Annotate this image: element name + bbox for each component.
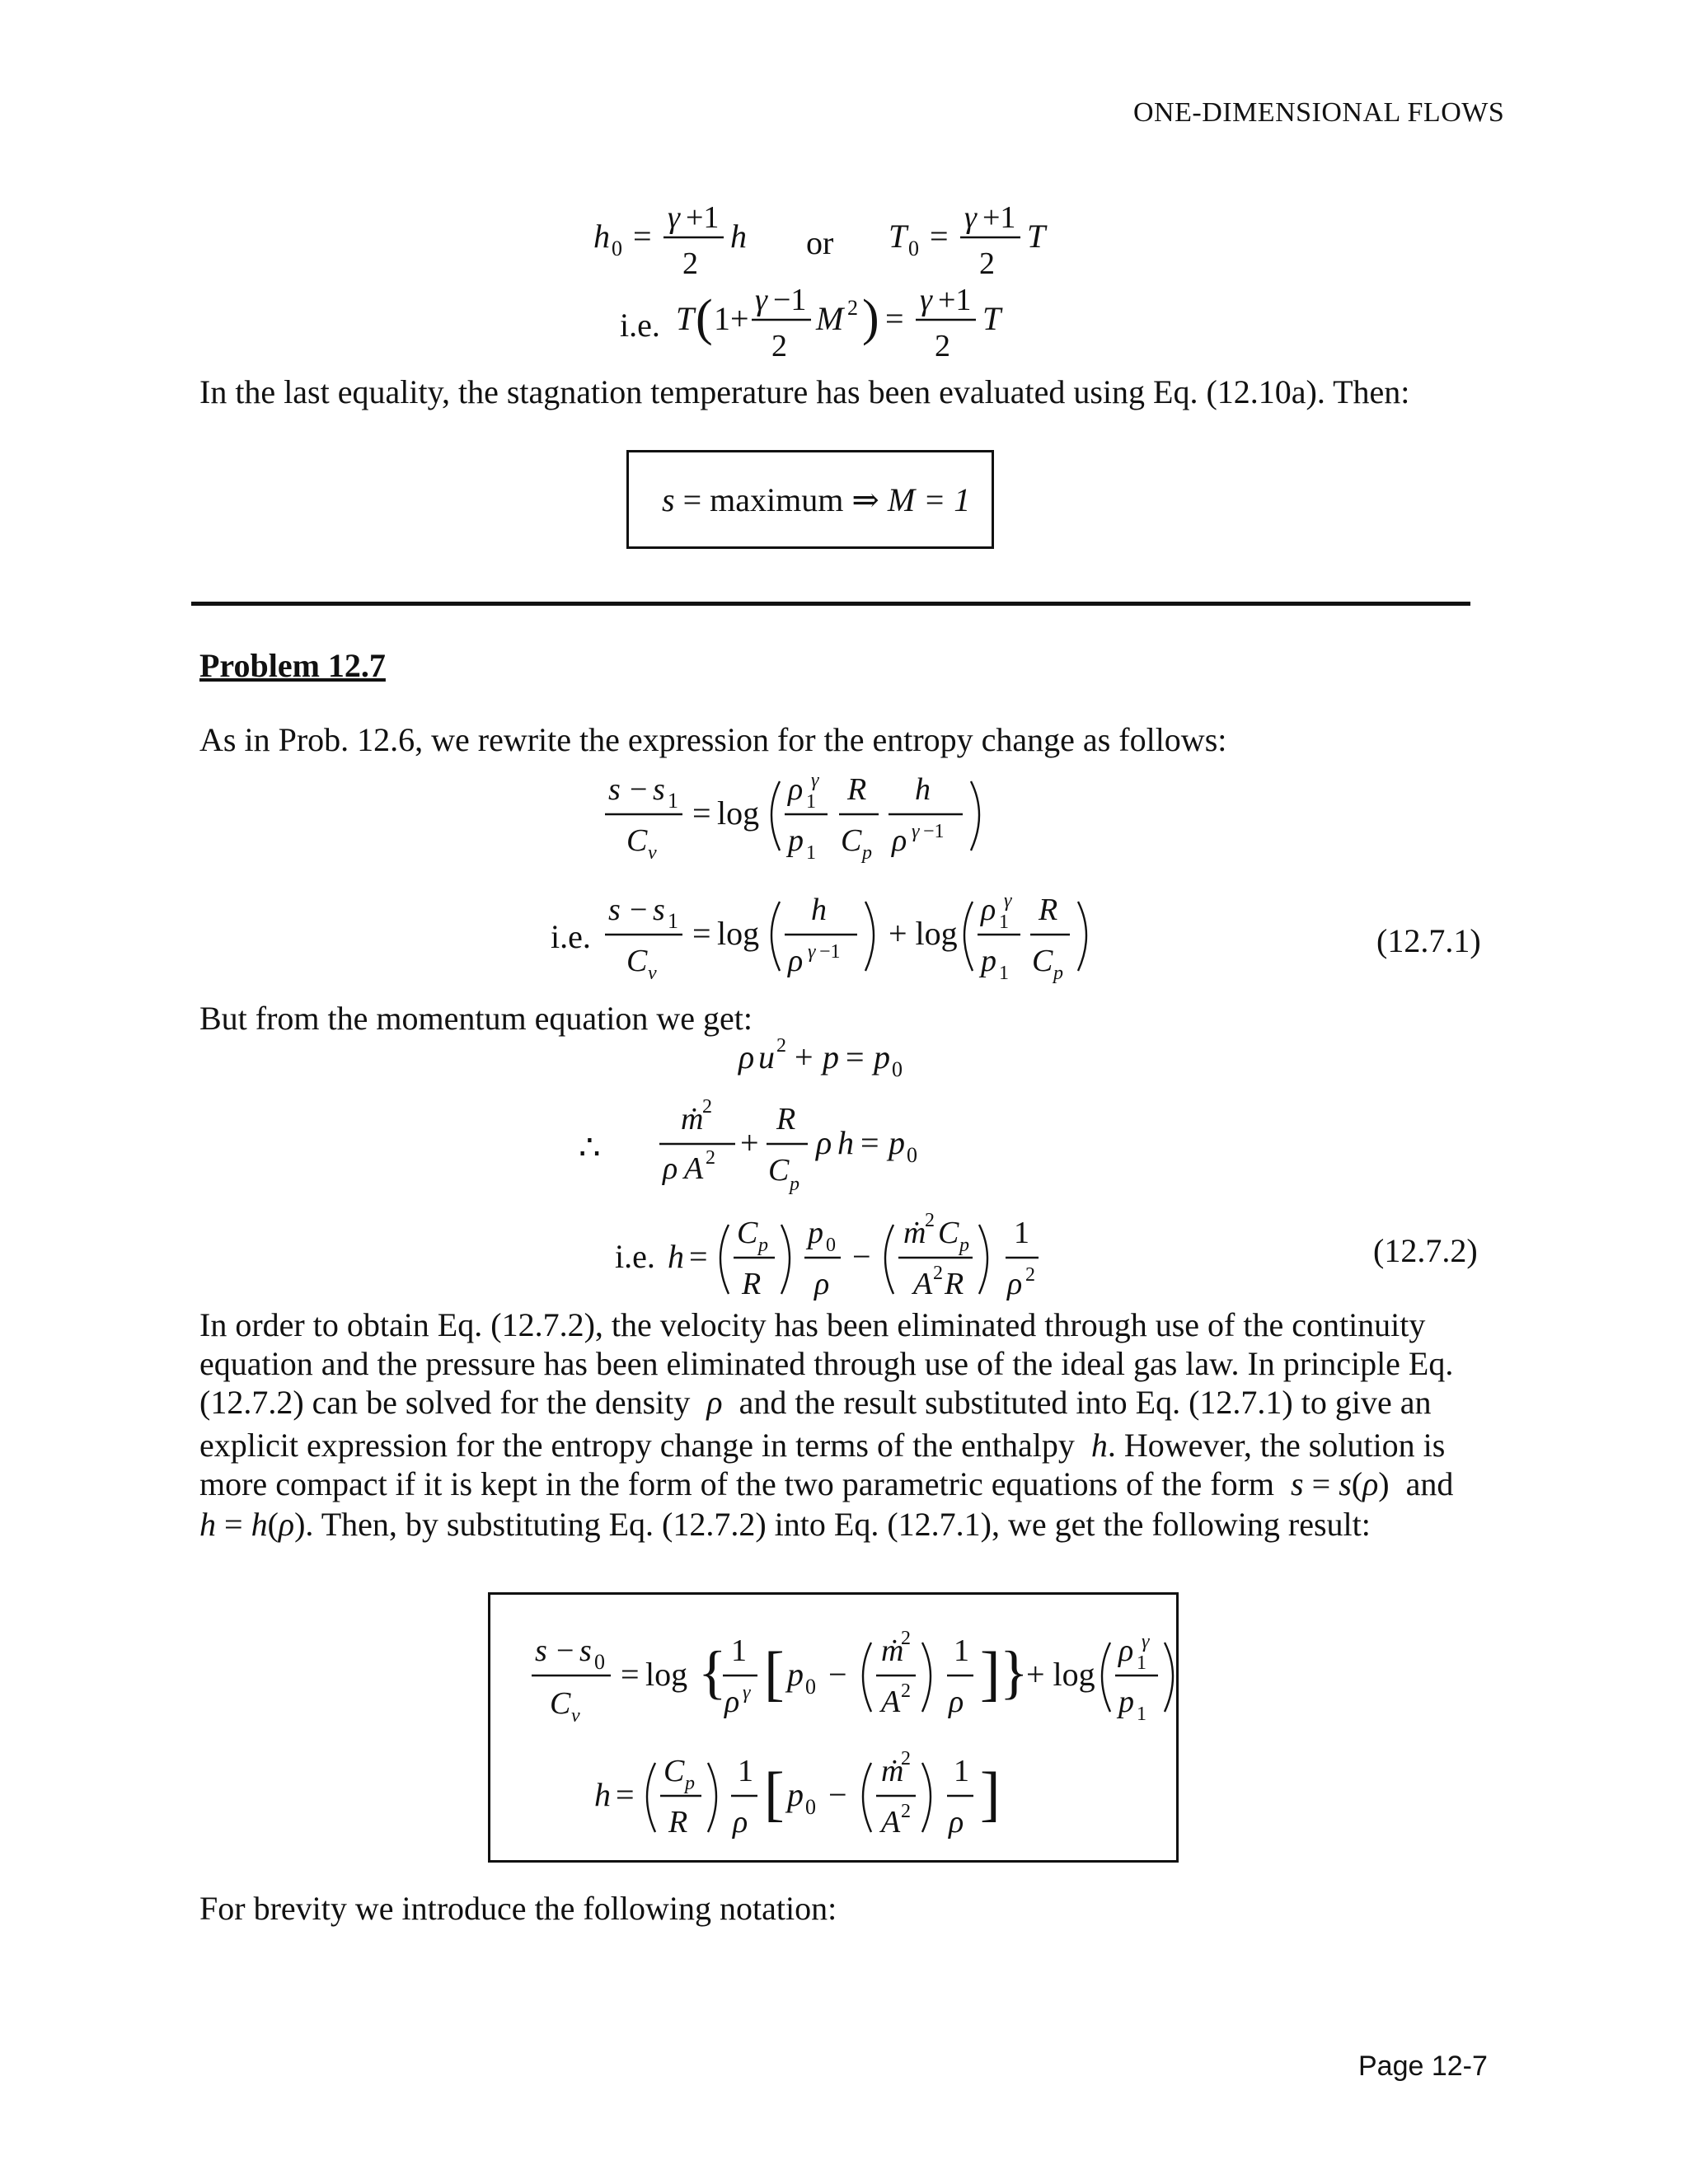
svg-text:γ: γ	[808, 941, 816, 963]
equation-number-12-7-2: (12.7.2)	[1373, 1232, 1478, 1269]
svg-text:=: =	[885, 300, 904, 337]
svg-text:p: p	[959, 1235, 969, 1256]
svg-text:C: C	[737, 1216, 758, 1250]
svg-text:log: log	[717, 794, 760, 832]
svg-text:1: 1	[999, 912, 1009, 933]
svg-text:}: }	[1000, 1639, 1029, 1705]
svg-text:=: =	[633, 218, 652, 255]
explanation-line-3b: and the result substituted into Eq. (12.7.1) to give an	[738, 1384, 1432, 1421]
momentum-text: But from the momentum equation we get:	[199, 1000, 753, 1037]
running-header: ONE-DIMENSIONAL FLOWS	[1133, 97, 1505, 128]
svg-text:p: p	[787, 1776, 804, 1813]
svg-text:+: +	[740, 1124, 759, 1161]
svg-text:i.e.: i.e.	[615, 1238, 655, 1275]
explanation-line-3: (12.7.2) can be solved for the density ρ and the result substituted into Eq. (12.7.1) to give an	[199, 1384, 1432, 1421]
equals-sign: =	[682, 481, 702, 518]
svg-text:γ: γ	[964, 200, 977, 235]
svg-text:+ log: + log	[889, 915, 958, 952]
svg-text:1: 1	[954, 1633, 969, 1668]
svg-text:ρ: ρ	[892, 823, 907, 858]
maximum-word: maximum	[710, 481, 844, 518]
svg-text:0: 0	[907, 1143, 917, 1167]
svg-text:1: 1	[1137, 1704, 1146, 1725]
svg-text:−: −	[828, 1656, 847, 1693]
svg-text:): )	[862, 290, 879, 346]
stagnation-enthalpy-equation	[577, 198, 1104, 288]
svg-text:]: ]	[980, 1760, 1001, 1828]
svg-text:[: [	[764, 1760, 785, 1828]
svg-text:1: 1	[999, 963, 1009, 984]
svg-text:h: h	[594, 1776, 611, 1813]
svg-text:p: p	[862, 842, 872, 864]
svg-text:0: 0	[594, 1650, 605, 1674]
section-divider	[191, 602, 1470, 606]
svg-text:γ: γ	[743, 1682, 751, 1704]
svg-text:2: 2	[925, 1210, 935, 1231]
svg-text:γ: γ	[912, 821, 920, 842]
svg-text:0: 0	[805, 1675, 816, 1699]
svg-text:p: p	[788, 823, 804, 858]
svg-text:ρ: ρ	[724, 1685, 740, 1719]
svg-text:h: h	[593, 218, 610, 255]
svg-text:v: v	[648, 842, 657, 864]
svg-text:[: [	[764, 1640, 785, 1708]
svg-text:C: C	[841, 823, 862, 858]
explanation-line-6: h = h(ρ). Then, by substituting Eq. (12.7.2) into Eq. (12.7.1), we get the following result:	[199, 1506, 1371, 1543]
svg-text:2: 2	[901, 1801, 911, 1822]
svg-text:s: s	[579, 1633, 592, 1668]
therefore-symbol: ∴	[579, 1129, 601, 1167]
svg-text:=: =	[860, 1124, 879, 1161]
explanation-line-1: In order to obtain Eq. (12.7.2), the velocity has been eliminated through use of the continuity	[199, 1306, 1426, 1343]
svg-text:{: {	[698, 1639, 727, 1705]
momentum-equation	[734, 1030, 948, 1088]
svg-text:T: T	[982, 300, 1001, 337]
explanation-line-4b: . However, the solution is	[1107, 1427, 1446, 1464]
svg-text:s: s	[653, 893, 665, 927]
mass-flow-momentum-equation	[656, 1088, 936, 1203]
svg-text:0: 0	[826, 1235, 836, 1256]
svg-text:p: p	[1118, 1685, 1134, 1719]
svg-text:v: v	[571, 1705, 580, 1727]
entropy-symbol: s	[662, 481, 675, 518]
svg-text:−: −	[852, 1238, 871, 1275]
enthalpy-density-equation	[613, 1202, 1075, 1309]
svg-text:p: p	[787, 1656, 804, 1693]
svg-text:C: C	[626, 823, 648, 858]
temperature-mach-equation	[674, 280, 1070, 371]
svg-text:p: p	[1053, 963, 1063, 984]
svg-text:−1: −1	[773, 283, 807, 317]
svg-text:=: =	[692, 794, 711, 832]
svg-text:ρ: ρ	[949, 1685, 964, 1719]
svg-text:ρ: ρ	[663, 1151, 678, 1186]
problem-title: Problem 12.7	[199, 647, 386, 684]
mach-one: M = 1	[887, 481, 971, 518]
svg-text:s: s	[535, 1633, 547, 1668]
svg-text:−: −	[828, 1776, 847, 1813]
svg-text:2: 2	[847, 296, 858, 320]
svg-text:+ log: + log	[1026, 1656, 1095, 1693]
last-equality-text: In the last equality, the stagnation temperature has been evaluated using Eq. (12.10a). Then:	[199, 373, 1410, 410]
svg-text:ρ: ρ	[1118, 1633, 1134, 1668]
svg-text:s: s	[653, 772, 665, 807]
svg-text:ṁ: ṁ	[881, 1754, 904, 1788]
explanation-line-6a: . Then, by substituting Eq. (12.7.2) into Eq. (12.7.1), we get the following result:	[305, 1506, 1371, 1543]
explanation-line-5: more compact if it is kept in the form of the two parametric equations of the form s = s(ρ) and	[199, 1465, 1454, 1502]
svg-text:p: p	[790, 1174, 799, 1195]
svg-text:v: v	[648, 963, 657, 984]
max-entropy-box	[626, 450, 994, 549]
svg-text:ρ: ρ	[1007, 1267, 1023, 1301]
svg-text:2: 2	[1025, 1264, 1035, 1286]
svg-text:R: R	[847, 772, 867, 807]
ie-label-2: i.e.	[551, 918, 591, 955]
entropy-split-equation	[600, 879, 1095, 986]
svg-text:−: −	[556, 1633, 574, 1668]
svg-text:2: 2	[706, 1147, 715, 1169]
svg-text:p: p	[823, 1038, 839, 1076]
explanation-line-2: equation and the pressure has been eliminated through use of the ideal gas law. In principle Eq.	[199, 1345, 1454, 1382]
svg-text:ρ: ρ	[733, 1805, 748, 1840]
svg-text:]: ]	[980, 1640, 1001, 1708]
svg-text:ṁ: ṁ	[903, 1216, 926, 1250]
implies-symbol: ⇒	[851, 481, 879, 518]
svg-text:2: 2	[702, 1096, 712, 1118]
svg-text:C: C	[626, 944, 648, 978]
parametric-entropy-enthalpy-equations	[490, 1595, 1181, 1865]
svg-text:R: R	[742, 1267, 762, 1301]
svg-text:=: =	[689, 1238, 708, 1275]
svg-text:+1: +1	[686, 200, 720, 235]
svg-text:2: 2	[933, 1263, 943, 1284]
svg-text:ρ: ρ	[738, 1038, 755, 1076]
svg-text:=: =	[692, 915, 711, 952]
svg-text:2: 2	[776, 1035, 786, 1057]
svg-text:−: −	[630, 893, 648, 927]
svg-text:0: 0	[892, 1057, 903, 1081]
svg-text:γ: γ	[668, 200, 680, 235]
svg-text:h: h	[668, 1238, 684, 1275]
svg-text:1: 1	[1014, 1216, 1029, 1250]
svg-text:u: u	[758, 1038, 775, 1076]
svg-text:log: log	[717, 915, 760, 952]
svg-text:s: s	[608, 772, 621, 807]
svg-text:1: 1	[806, 791, 816, 813]
svg-text:R: R	[668, 1805, 688, 1840]
svg-text:2: 2	[901, 1748, 911, 1769]
entropy-change-equation	[600, 758, 1012, 865]
svg-text:T: T	[676, 300, 695, 337]
brevity-text: For brevity we introduce the following notation:	[199, 1890, 837, 1927]
svg-text:2: 2	[771, 329, 787, 363]
svg-text:=: =	[616, 1776, 635, 1813]
svg-text:h: h	[811, 893, 827, 927]
svg-text:A: A	[913, 1267, 933, 1301]
svg-text:h: h	[837, 1124, 854, 1161]
or-word: or	[806, 224, 834, 261]
svg-text:0: 0	[612, 237, 622, 260]
problem-intro: As in Prob. 12.6, we rewrite the expression for the entropy change as follows:	[199, 721, 1227, 758]
svg-text:(: (	[696, 290, 713, 346]
svg-text:h: h	[730, 218, 747, 255]
svg-text:ρ: ρ	[949, 1805, 964, 1840]
svg-text:=: =	[621, 1656, 640, 1693]
svg-text:C: C	[1032, 944, 1053, 978]
svg-text:2: 2	[979, 246, 995, 281]
svg-text:0: 0	[805, 1795, 816, 1819]
svg-text:=: =	[930, 218, 949, 255]
svg-text:p: p	[981, 944, 996, 978]
svg-text:A: A	[684, 1151, 704, 1186]
svg-text:0: 0	[908, 237, 919, 260]
svg-text:log: log	[645, 1656, 688, 1693]
svg-text:2: 2	[935, 329, 950, 363]
svg-text:1: 1	[806, 842, 816, 864]
svg-text:R: R	[1039, 893, 1058, 927]
explanation-line-4a: explicit expression for the entropy change in terms of the enthalpy	[199, 1427, 1075, 1464]
svg-text:γ: γ	[755, 283, 767, 317]
svg-text:−1: −1	[819, 941, 841, 963]
svg-text:R: R	[776, 1102, 796, 1137]
explanation-line-4: explicit expression for the entropy change in terms of the enthalpy h. However, the solution is	[199, 1427, 1446, 1464]
svg-text:−1: −1	[923, 821, 945, 842]
svg-text:R: R	[945, 1267, 964, 1301]
explanation-line-5a: more compact if it is kept in the form of the two parametric equations of the form	[199, 1465, 1275, 1502]
svg-text:p: p	[889, 1124, 905, 1161]
svg-text:A: A	[881, 1805, 901, 1840]
svg-text:ṁ: ṁ	[881, 1633, 904, 1668]
svg-text:ρ: ρ	[788, 944, 804, 978]
svg-text:ρ: ρ	[814, 1267, 830, 1301]
svg-text:p: p	[874, 1038, 890, 1076]
svg-text:T: T	[1027, 218, 1046, 255]
svg-text:1+: 1+	[714, 300, 749, 337]
svg-text:T: T	[889, 218, 907, 255]
svg-text:C: C	[550, 1686, 571, 1721]
svg-text:M: M	[816, 300, 844, 337]
svg-text:C: C	[768, 1153, 790, 1188]
svg-text:h: h	[915, 772, 931, 807]
svg-text:1: 1	[738, 1754, 753, 1788]
svg-text:2: 2	[901, 1680, 911, 1702]
svg-text:A: A	[881, 1685, 901, 1719]
svg-text:1: 1	[731, 1633, 747, 1668]
svg-text:ρ: ρ	[816, 1124, 832, 1161]
svg-text:γ: γ	[1004, 890, 1012, 912]
svg-text:ρ: ρ	[981, 893, 996, 927]
svg-text:s: s	[608, 893, 621, 927]
explanation-line-5b: and	[1405, 1465, 1454, 1502]
svg-text:−: −	[630, 772, 648, 807]
ie-label: i.e.	[620, 307, 660, 344]
svg-text:+1: +1	[938, 283, 972, 317]
page-number: Page 12-7	[1358, 2050, 1488, 2082]
svg-text:1: 1	[1137, 1652, 1146, 1674]
svg-text:γ: γ	[920, 283, 932, 317]
svg-text:1: 1	[668, 909, 678, 933]
svg-text:2: 2	[901, 1628, 911, 1649]
svg-text:C: C	[938, 1216, 959, 1250]
explanation-line-3a: (12.7.2) can be solved for the density	[199, 1384, 691, 1421]
svg-text:γ: γ	[811, 770, 819, 791]
svg-text:=: =	[846, 1038, 865, 1076]
svg-text:2: 2	[682, 246, 698, 281]
svg-text:p: p	[685, 1773, 695, 1794]
svg-text:+: +	[795, 1038, 814, 1076]
svg-text:1: 1	[954, 1754, 969, 1788]
svg-text:1: 1	[668, 789, 678, 813]
svg-text:+1: +1	[982, 200, 1016, 235]
equation-number-12-7-1: (12.7.1)	[1376, 922, 1481, 959]
svg-text:γ: γ	[1142, 1631, 1150, 1652]
final-result-box	[488, 1592, 1179, 1863]
svg-text:p: p	[758, 1235, 768, 1256]
svg-text:ρ: ρ	[788, 772, 804, 807]
svg-text:C: C	[663, 1754, 685, 1788]
svg-text:ṁ: ṁ	[681, 1102, 704, 1137]
svg-text:p: p	[808, 1216, 823, 1250]
